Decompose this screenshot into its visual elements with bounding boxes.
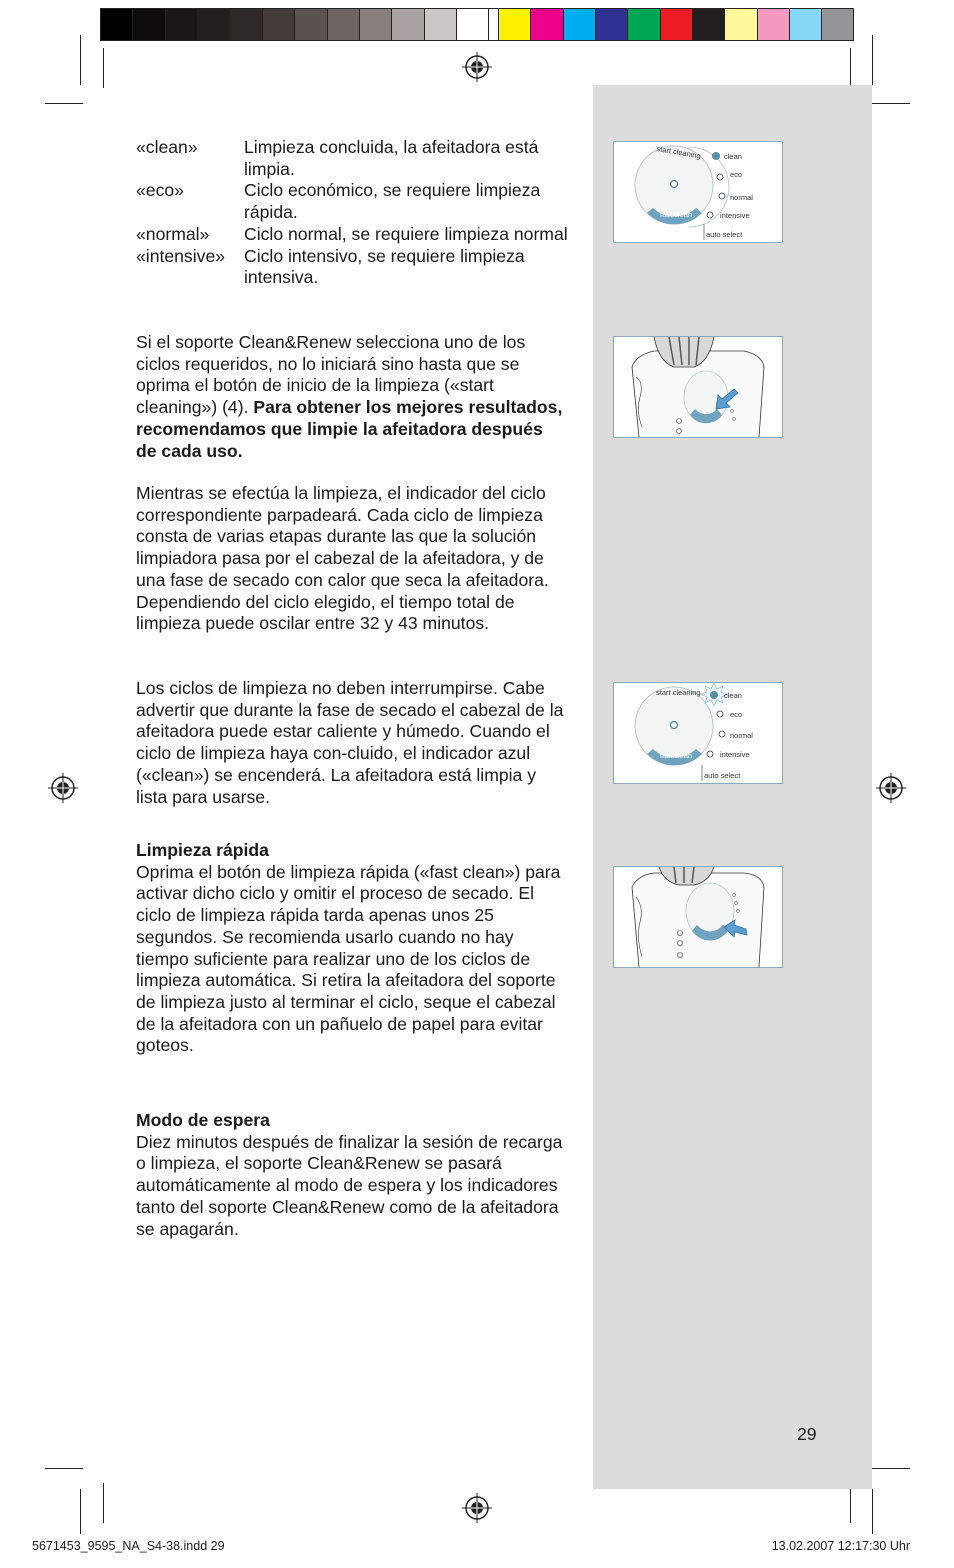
control-panel-illustration [614,683,782,783]
crop-mark [872,35,873,85]
crop-mark [80,1489,81,1534]
section-heading: Limpieza rápida [136,840,269,860]
registration-mark-icon [462,1493,492,1523]
color-swatch [758,9,790,40]
cleaning-station-illustration [614,867,782,967]
figure-station-fast-clean-button [613,866,783,968]
section-fast-clean [136,840,564,1057]
color-swatch [295,9,327,40]
crop-mark [872,1468,910,1469]
definition-row [136,246,576,289]
color-swatch [425,9,457,40]
registration-mark-icon [876,773,906,803]
definition-description: Limpieza concluida, la afeitadora está limpia. [244,137,539,179]
crop-mark [103,48,104,88]
footer-file-info: 5671453_9595_NA_S4-38.indd 29 [32,1539,225,1553]
color-swatch [725,9,757,40]
definition-row [136,180,576,223]
figure-side-panel [593,85,872,1489]
color-swatch [166,9,198,40]
figure-station-start-button [613,336,783,438]
cycle-definition-list [136,137,576,289]
color-swatch [101,9,133,40]
color-swatch [693,9,725,40]
color-swatch [392,9,424,40]
color-swatch [328,9,360,40]
led-label-normal: normal [730,731,753,740]
color-swatch [790,9,822,40]
paragraph-text: Oprima el botón de limpieza rápida («fast clean») para activar dicho ciclo y omitir el proceso de secado. El ciclo de limpieza rápida tarda apenas unos 25 segundos. Se recomienda usarlo cuando no hay tiempo suficiente para realizar uno de los ciclos de limpieza automática. Si retira la afeitadora del soporte de limpieza justo al terminar el ciclo, seque el cabezal de la afeitadora con un pañuelo de papel para evitar goteos. [136,861,561,1056]
color-bar-gap [489,9,499,40]
auto-select-label: auto select [706,230,743,239]
color-swatch [628,9,660,40]
crop-mark [850,48,851,88]
definition-description: Ciclo económico, se requiere limpieza rápida. [244,180,541,223]
crop-mark [872,103,910,104]
control-panel-illustration [614,142,782,242]
footer-timestamp: 13.02.2007 12:17:30 Uhr [771,1539,910,1553]
crop-mark [80,35,81,85]
color-swatch [499,9,531,40]
definition-row [136,137,576,180]
color-swatch [457,9,489,40]
color-calibration-bar [100,8,854,41]
section-heading: Modo de espera [136,1110,270,1130]
led-label-clean: clean [724,691,742,700]
color-swatch [596,9,628,40]
color-swatch [531,9,563,40]
definition-row [136,224,576,246]
section-standby-mode [136,1110,564,1240]
paragraph-bold-recommendation: Para obtener los mejores resultados, recomendamos que limpie la afeitadora después de cada uso. [136,397,563,461]
dial-bottom-label: fast clean [660,210,693,219]
definition-term: «eco» [136,180,184,201]
paragraph-text: Diez minutos después de finalizar la sesión de recarga o limpieza, el soporte Clean&Renew se pasará automáticamente al modo de espera y los indicadores tanto del soporte Clean&Renew como de la afeitadora se apagarán. [136,1131,563,1239]
led-label-normal: normal [730,193,753,202]
definition-term: «intensive» [136,245,226,266]
led-label-eco: eco [730,170,743,179]
paragraph-start-cleaning [136,332,564,462]
cleaning-station-illustration [614,337,782,437]
page-number: 29 [797,1424,817,1444]
auto-select-label: auto select [704,771,741,780]
registration-mark-icon [462,52,492,82]
color-swatch [360,9,392,40]
figure-control-panel [613,141,783,243]
definition-description: Ciclo intensivo, se requiere limpieza intensiva. [244,245,525,288]
crop-mark [872,1489,873,1534]
definition-description: Ciclo normal, se requiere limpieza normal [244,223,568,244]
led-label-intensive: intensive [720,750,750,759]
color-swatch [198,9,230,40]
color-swatch [230,9,262,40]
color-swatch [564,9,596,40]
led-label-clean: clean [724,152,742,161]
paragraph-no-interrupt: Los ciclos de limpieza no deben interrumpirse. Cabe advertir que durante la fase de secado el cabezal de la afeitadora puede estar caliente y húmedo. Cuando el ciclo de limpieza haya con-cluido, el indicador azul («clean») se encenderá. La afeitadora está limpia y lista para usarse. [136,678,564,807]
color-swatch [133,9,165,40]
color-swatch [822,9,852,40]
definition-term: «clean» [136,137,198,157]
color-swatch [661,9,693,40]
dial-top-label: start cleaning [655,143,702,161]
led-label-eco: eco [730,710,743,719]
dial-top-label: start cleaning [656,688,701,697]
registration-mark-icon [48,773,78,803]
crop-mark [103,1483,104,1523]
crop-mark [45,103,83,104]
paragraph-cleaning-progress: Mientras se efectúa la limpieza, el indicador del ciclo correspondiente parpadeará. Cada ciclo de limpieza consta de varias etapas durante las que la solución limpiadora pasa por el cabezal de la afeitadora, y de una fase de secado con calor que seca la afeitadora. Dependiendo del ciclo elegido, el tiempo total de limpieza puede oscilar entre 32 y 43 minutos. [136,483,549,634]
dial-bottom-label: fast clean [660,751,693,760]
definition-term: «normal» [136,223,210,244]
color-swatch [263,9,295,40]
crop-mark [45,1468,83,1469]
figure-control-panel-clean-lit [613,682,783,784]
led-label-intensive: intensive [720,211,750,220]
paragraph-text: Si el soporte Clean&Renew selecciona uno de los ciclos requeridos, no lo iniciará sino hasta que se oprima el botón de inicio de la limpieza («start cleaning») (4). [136,332,526,418]
crop-mark [850,1483,851,1523]
